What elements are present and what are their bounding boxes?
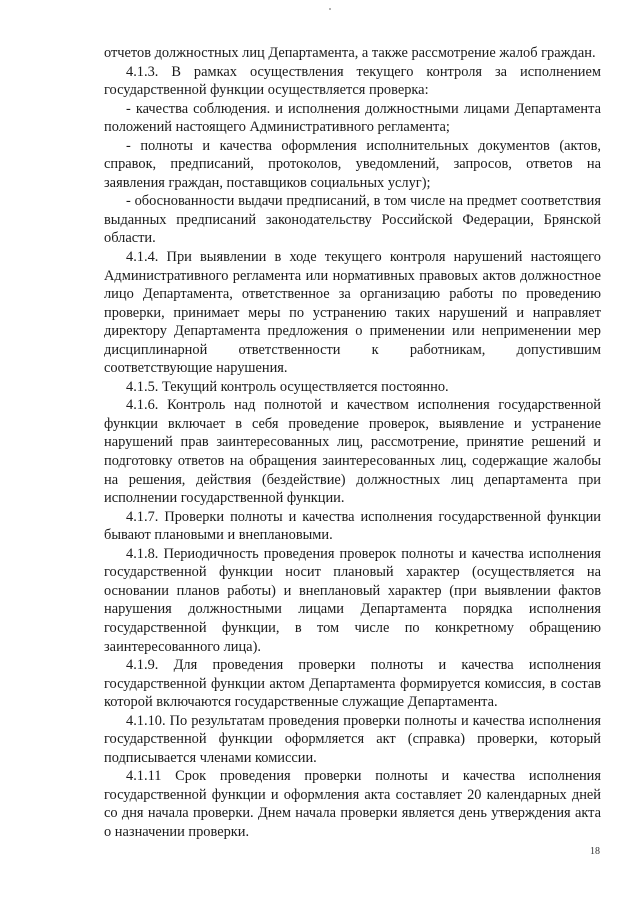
scan-mark [329, 8, 331, 10]
paragraph-4-1-5: 4.1.5. Текущий контроль осуществляется постоянно. [126, 378, 449, 395]
paragraph-4-1-8: 4.1.8. Периодичность проведения проверок полноты и качества исполнения государственной функции носит плановый характер (осуществляется на основании планов работы) и внеплановый характер (при выявлении фактов нарушения должностными лицами Департамента порядка исполнения государственной функции, в том числе по конкретному обращению заинтересованного лица). [104, 545, 601, 655]
list-item-quality: - качества соблюдения. и исполнения должностными лицами Департамента положений настоящего Административного регламента; [104, 100, 601, 136]
list-item-completeness: - полноты и качества оформления исполнительных документов (актов, справок, предписаний, протоколов, уведомлений, запросов, ответов на заявления граждан, поставщиков социальных услуг); [104, 137, 601, 191]
document-body [104, 44, 601, 842]
paragraph-continuation: отчетов должностных лиц Департамента, а также рассмотрение жалоб граждан. [104, 45, 596, 61]
paragraph-4-1-9: 4.1.9. Для проведения проверки полноты и качества исполнения государственной функции актом Департамента формируется комиссия, в состав которой включаются государственные служащие Департамента. [104, 657, 601, 711]
list-item-validity: - обоснованности выдачи предписаний, в том числе на предмет соответствия выданных предписаний законодательству Российской Федерации, Брянской области. [104, 193, 601, 247]
paragraph-4-1-10: 4.1.10. По результатам проведения проверки полноты и качества исполнения государственной функции оформляется акт (справка) проверки, который подписывается членами комиссии. [104, 712, 601, 766]
page-number: 18 [590, 846, 600, 857]
paragraph-4-1-7: 4.1.7. Проверки полноты и качества исполнения государственной функции бывают плановыми и внеплановыми. [104, 508, 601, 544]
paragraph-4-1-11: 4.1.11 Срок проведения проверки полноты и качества исполнения государственной функции и оформления акта составляет 20 календарных дней со дня начала проверки. Днем начала проверки является день утверждения акта о назначении проверки. [104, 768, 601, 840]
paragraph-4-1-6: 4.1.6. Контроль над полнотой и качеством исполнения государственной функции включает в себя проведение проверок, выявление и устранение нарушений прав заинтересованных лиц, рассмотрение, принятие решений и подготовку ответов на обращения заинтересованных лиц, содержащие жалобы на решения, действия (бездействие) должностных лиц департамента при исполнении государственной функции. [104, 397, 601, 507]
paragraph-4-1-3: 4.1.3. В рамках осуществления текущего контроля за исполнением государственной функции осуществляется проверка: [104, 63, 601, 99]
paragraph-4-1-4: 4.1.4. При выявлении в ходе текущего контроля нарушений настоящего Административного регламента или нормативных правовых актов должностное лицо Департамента, ответственное за организацию работы по проведению проверки, принимает меры по устранению таких нарушений и направляет директору Департамента предложения о применении или неприменении мер дисциплинарной ответственности к работникам, допустившим соответствующие нарушения. [104, 249, 601, 377]
